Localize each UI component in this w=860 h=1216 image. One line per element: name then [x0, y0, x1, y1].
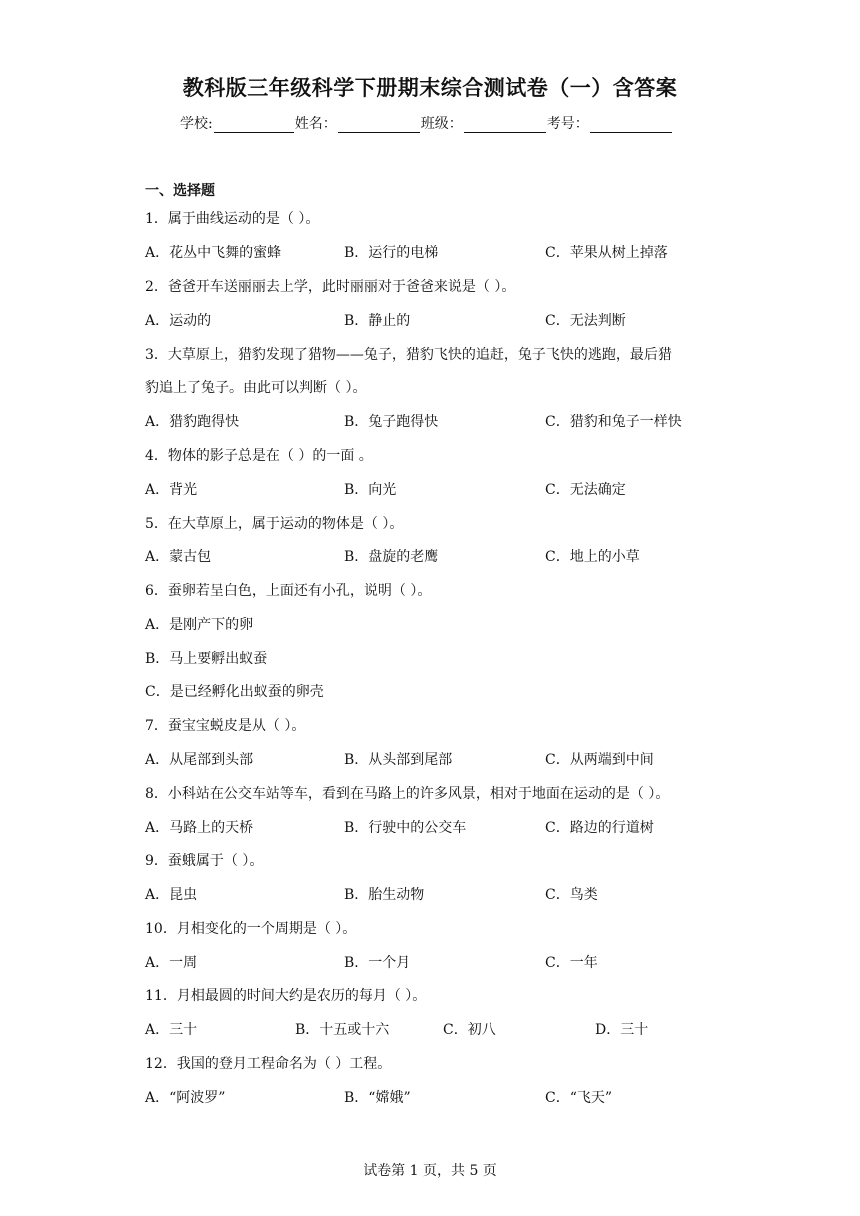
q5-option-a: A．蒙古包 — [145, 549, 212, 565]
q7-option-c: C．从两端到中间 — [545, 752, 654, 768]
q10-option-b: B．一个月 — [344, 955, 411, 971]
q11-option-d: D．三十 — [595, 1022, 649, 1038]
q7-option-b: B．从头部到尾部 — [344, 752, 453, 768]
q1-option-c: C．苹果从树上掉落 — [545, 245, 668, 261]
question-4: 4．物体的影子总是在（ ）的一面 。 — [145, 448, 373, 464]
q1-option-b: B．运行的电梯 — [344, 245, 439, 261]
q12-option-c: C．“飞天” — [545, 1090, 613, 1106]
question-5: 5．在大草原上，属于运动的物体是（ ）。 — [145, 516, 404, 532]
q9-option-b: B．胎生动物 — [344, 887, 425, 903]
q9-option-a: A．昆虫 — [145, 887, 198, 903]
q3-option-a: A．猎豹跑得快 — [145, 414, 240, 430]
question-4-options — [145, 479, 745, 499]
q4-option-c: C．无法确定 — [545, 482, 626, 498]
q6-option-b: B．马上要孵出蚁蚕 — [145, 651, 268, 667]
question-12-options — [145, 1087, 745, 1107]
question-1-options — [145, 242, 745, 262]
q10-option-a: A．一周 — [145, 955, 198, 971]
question-6: 6．蚕卵若呈白色，上面还有小孔，说明（ ）。 — [145, 583, 432, 599]
class-blank — [464, 118, 546, 133]
student-info-line — [180, 113, 673, 133]
name-blank — [338, 118, 420, 133]
q10-option-c: C．一年 — [545, 955, 598, 971]
q6-option-a: A．是刚产下的卵 — [145, 617, 254, 633]
q4-option-a: A．背光 — [145, 482, 198, 498]
class-label: 班级： — [420, 116, 463, 132]
q12-option-b: B．“嫦娥” — [344, 1090, 411, 1106]
q11-option-c: C．初八 — [443, 1022, 496, 1038]
question-11: 11．月相最圆的时间大约是农历的每月（ ）。 — [145, 988, 427, 1004]
q8-option-b: B．行驶中的公交车 — [344, 820, 467, 836]
page-title: 教科版三年级科学下册期末综合测试卷（一）含答案 — [182, 76, 678, 100]
q6-option-c: C．是已经孵化出蚁蚕的卵壳 — [145, 684, 324, 700]
question-2-options — [145, 310, 745, 330]
school-blank — [214, 118, 294, 133]
question-1: 1．属于曲线运动的是（ ）。 — [145, 211, 320, 227]
q12-option-a: A．“阿波罗” — [145, 1090, 226, 1106]
q11-option-b: B．十五或十六 — [295, 1022, 390, 1038]
q2-option-b: B．静止的 — [344, 313, 411, 329]
question-3-continued: 豹追上了兔子。由此可以判断（ ）。 — [145, 380, 367, 396]
page-footer: 试卷第 1 页，共 5 页 — [363, 1163, 497, 1179]
question-7: 7．蚕宝宝蜕皮是从（ ）。 — [145, 718, 306, 734]
q8-option-c: C．路边的行道树 — [545, 820, 654, 836]
q5-option-c: C．地上的小草 — [545, 549, 640, 565]
q7-option-a: A．从尾部到头部 — [145, 752, 254, 768]
name-label: 姓名： — [294, 116, 337, 132]
question-3-options — [145, 411, 745, 431]
question-11-options — [145, 1019, 745, 1039]
question-2: 2．爸爸开车送丽丽去上学，此时丽丽对于爸爸来说是（ ）。 — [145, 279, 516, 295]
question-10: 10．月相变化的一个周期是（ ）。 — [145, 921, 357, 937]
q3-option-c: C．猎豹和兔子一样快 — [545, 414, 682, 430]
q1-option-a: A．花丛中飞舞的蜜蜂 — [145, 245, 282, 261]
q3-option-b: B．兔子跑得快 — [344, 414, 439, 430]
number-label: 考号： — [546, 116, 589, 132]
q5-option-b: B．盘旋的老鹰 — [344, 549, 439, 565]
number-blank — [590, 118, 672, 133]
q11-option-a: A．三十 — [145, 1022, 198, 1038]
q2-option-c: C．无法判断 — [545, 313, 626, 329]
question-8-options — [145, 817, 745, 837]
question-7-options — [145, 749, 745, 769]
school-label: 学校: — [180, 116, 213, 132]
section-heading: 一、选择题 — [145, 183, 215, 199]
question-9-options — [145, 884, 745, 904]
q2-option-a: A．运动的 — [145, 313, 212, 329]
question-12: 12．我国的登月工程命名为（ ）工程。 — [145, 1056, 392, 1072]
q9-option-c: C．鸟类 — [545, 887, 598, 903]
question-9: 9．蚕蛾属于（ ）。 — [145, 853, 264, 869]
q8-option-a: A．马路上的天桥 — [145, 820, 254, 836]
question-10-options — [145, 952, 745, 972]
question-3: 3．大草原上，猎豹发现了猎物——兔子，猎豹飞快的追赶，兔子飞快的逃跑，最后猎 — [145, 347, 672, 363]
q4-option-b: B．向光 — [344, 482, 397, 498]
question-5-options — [145, 546, 745, 566]
question-8: 8．小科站在公交车站等车，看到在马路上的许多风景，相对于地面在运动的是（ ）。 — [145, 786, 670, 802]
